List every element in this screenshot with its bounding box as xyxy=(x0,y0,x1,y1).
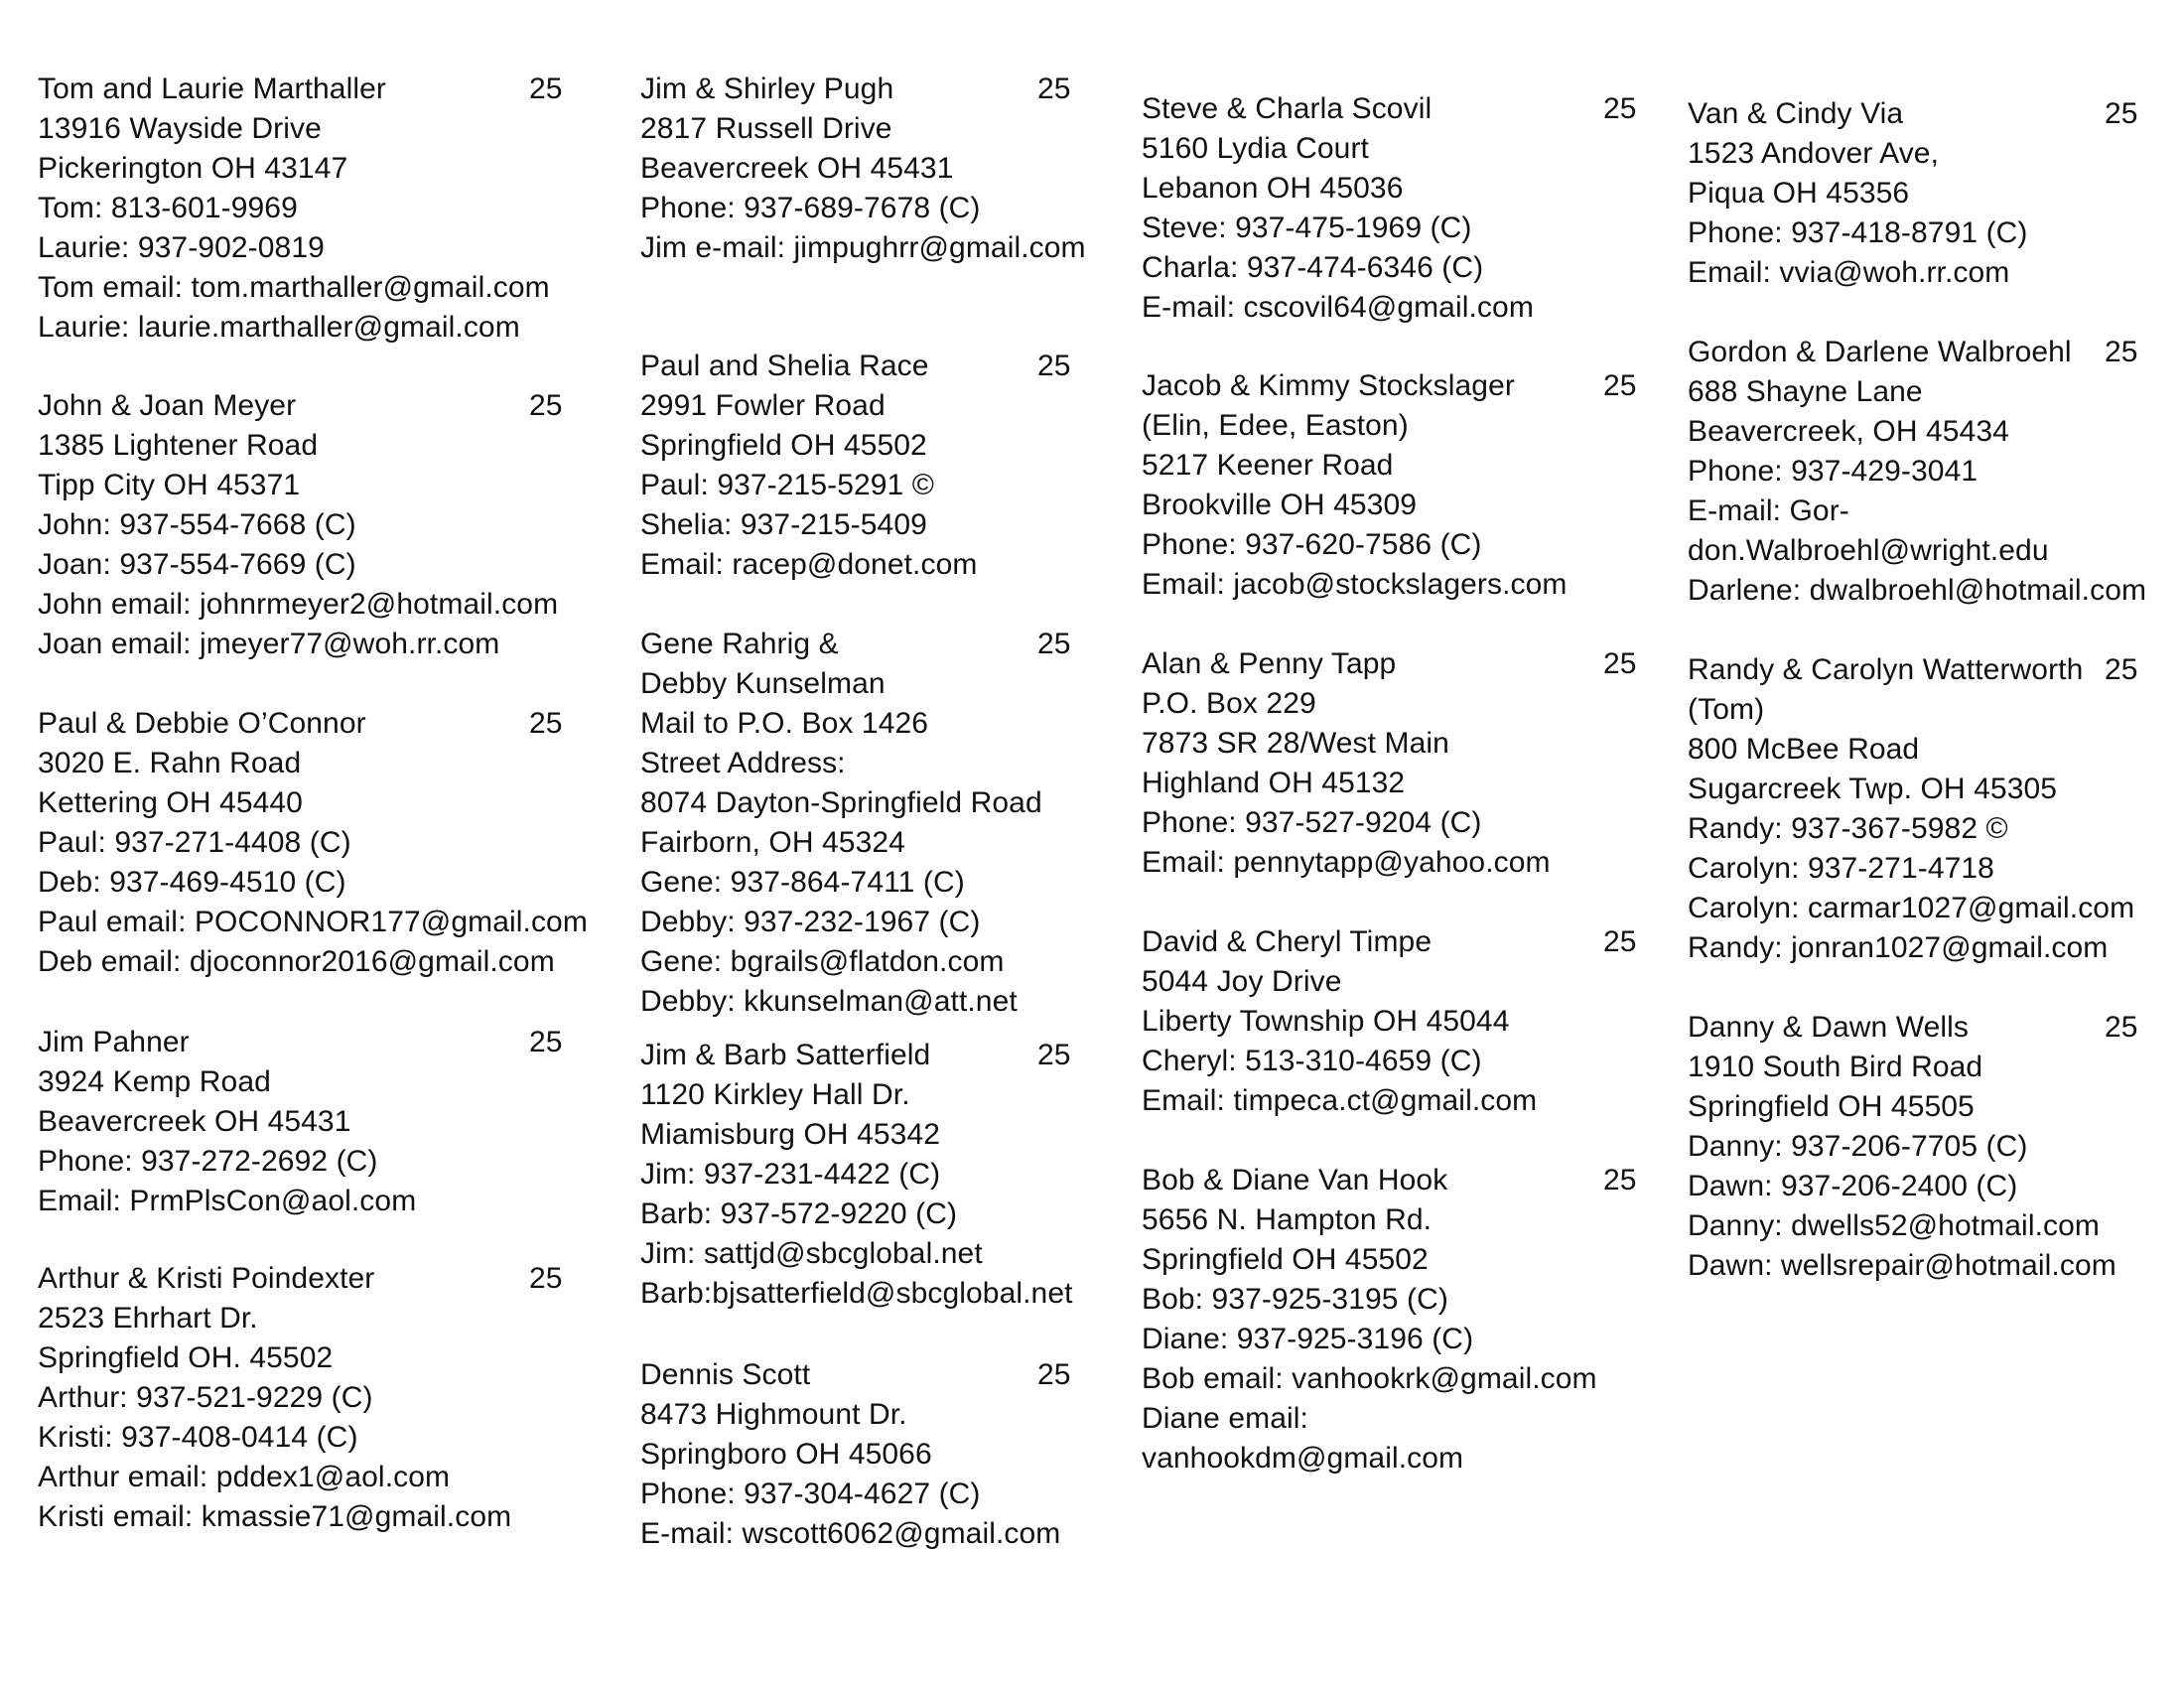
contact-detail-line: Debby: kkunselman@att.net xyxy=(640,985,1018,1018)
contact-detail-line: Email: pennytapp@yahoo.com xyxy=(1142,846,1551,879)
contact-detail-line: Danny: 937-206-7705 (C) xyxy=(1688,1130,2028,1163)
contact-detail-line: Joan email: jmeyer77@woh.rr.com xyxy=(38,628,500,660)
directory-entry xyxy=(1142,922,1637,1121)
contact-detail-line: Randy: 937-367-5982 © xyxy=(1688,812,2008,845)
directory-entry xyxy=(1688,650,2138,968)
contact-detail-line: Beavercreek, OH 45434 xyxy=(1688,415,2009,448)
contact-detail-line: Shelia: 937-215-5409 xyxy=(640,508,927,541)
contact-detail-line: 5656 N. Hampton Rd. xyxy=(1142,1203,1433,1236)
contact-detail-line: Bob email: vanhookrk@gmail.com xyxy=(1142,1362,1597,1395)
directory-entry xyxy=(38,704,588,982)
entry-header xyxy=(640,1036,1073,1075)
contact-detail-line: 1385 Lightener Road xyxy=(38,429,319,462)
member-number: 25 xyxy=(1037,1358,1071,1391)
contact-detail-line: 8473 Highmount Dr. xyxy=(640,1398,907,1431)
member-number: 25 xyxy=(1603,925,1637,958)
contact-detail-line: 7873 SR 28/West Main xyxy=(1142,727,1449,760)
contact-detail-line: Kristi email: kmassie71@gmail.com xyxy=(38,1500,512,1533)
directory-entry xyxy=(1142,644,1637,883)
member-number: 25 xyxy=(529,707,563,740)
contact-detail-line: Email: jacob@stockslagers.com xyxy=(1142,568,1568,601)
member-number: 25 xyxy=(1037,72,1071,105)
contact-detail-line: John email: johnrmeyer2@hotmail.com xyxy=(38,588,559,621)
member-number: 25 xyxy=(1603,1164,1637,1196)
member-name: Jim & Shirley Pugh xyxy=(640,72,894,105)
entry-header xyxy=(38,1023,563,1062)
contact-detail-line: Paul: 937-215-5291 © xyxy=(640,469,934,501)
entry-header xyxy=(640,347,1071,386)
directory-entry xyxy=(38,1023,563,1221)
contact-detail-line: Beavercreek OH 45431 xyxy=(38,1105,351,1138)
contact-detail-line: Liberty Township OH 45044 xyxy=(1142,1005,1510,1038)
entry-header xyxy=(640,625,1071,664)
contact-detail-line: 1120 Kirkley Hall Dr. xyxy=(640,1078,910,1111)
directory-entry xyxy=(640,1036,1073,1314)
member-name: Jacob & Kimmy Stockslager xyxy=(1142,369,1515,402)
contact-detail-line: Darlene: dwalbroehl@hotmail.com xyxy=(1688,574,2147,607)
contact-detail-line: (Tom) xyxy=(1688,693,1765,726)
directory-entry xyxy=(38,1259,563,1537)
member-number: 25 xyxy=(529,72,563,105)
entry-header xyxy=(1688,1008,2138,1048)
contact-detail-line: 800 McBee Road xyxy=(1688,733,1920,766)
contact-detail-line: Laurie: laurie.marthaller@gmail.com xyxy=(38,311,520,344)
contact-detail-line: Phone: 937-689-7678 (C) xyxy=(640,192,981,224)
contact-detail-line: Debby Kunselman xyxy=(640,667,886,700)
contact-detail-line: Barb: 937-572-9220 (C) xyxy=(640,1197,958,1230)
entry-header xyxy=(640,70,1086,109)
entry-header xyxy=(1142,366,1637,406)
entry-header xyxy=(1688,333,2146,372)
contact-detail-line: Joan: 937-554-7669 (C) xyxy=(38,548,356,581)
directory-entry xyxy=(1142,1161,1637,1478)
member-number: 25 xyxy=(529,389,563,422)
contact-detail-line: E-mail: cscovil64@gmail.com xyxy=(1142,291,1534,324)
entry-header xyxy=(640,1355,1071,1395)
directory-entry xyxy=(1142,89,1637,328)
directory-entry xyxy=(640,1355,1071,1554)
contact-detail-line: Email: racep@donet.com xyxy=(640,548,978,581)
contact-detail-line: Diane: 937-925-3196 (C) xyxy=(1142,1323,1474,1355)
contact-detail-line: Phone: 937-304-4627 (C) xyxy=(640,1477,981,1510)
directory-entry xyxy=(1688,94,2138,293)
contact-detail-line: Phone: 937-620-7586 (C) xyxy=(1142,528,1482,561)
member-name: Jim Pahner xyxy=(38,1026,190,1058)
contact-detail-line: Fairborn, OH 45324 xyxy=(640,826,905,859)
directory-entry xyxy=(640,625,1071,1022)
contact-detail-line: Deb email: djoconnor2016@gmail.com xyxy=(38,945,555,978)
contact-detail-line: P.O. Box 229 xyxy=(1142,687,1316,720)
contact-detail-line: Jim: sattjd@sbcglobal.net xyxy=(640,1237,983,1270)
member-number: 25 xyxy=(1603,92,1637,125)
contact-detail-line: Steve: 937-475-1969 (C) xyxy=(1142,211,1472,244)
contact-detail-line: Bob: 937-925-3195 (C) xyxy=(1142,1283,1448,1316)
contact-detail-line: E-mail: wscott6062@gmail.com xyxy=(640,1517,1061,1550)
contact-detail-line: 8074 Dayton-Springfield Road xyxy=(640,786,1042,819)
contact-detail-line: 5160 Lydia Court xyxy=(1142,132,1369,165)
contact-detail-line: Highland OH 45132 xyxy=(1142,767,1406,799)
contact-detail-line: Arthur email: pddex1@aol.com xyxy=(38,1461,451,1493)
entry-header xyxy=(38,1259,563,1299)
contact-detail-line: Tipp City OH 45371 xyxy=(38,469,301,501)
contact-detail-line: Springboro OH 45066 xyxy=(640,1438,932,1471)
directory-entry xyxy=(38,386,563,664)
contact-detail-line: Charla: 937-474-6346 (C) xyxy=(1142,251,1484,284)
member-number: 25 xyxy=(529,1262,563,1295)
contact-detail-line: Beavercreek OH 45431 xyxy=(640,152,954,185)
contact-detail-line: Barb:bjsatterfield@sbcglobal.net xyxy=(640,1277,1073,1310)
contact-detail-line: Lebanon OH 45036 xyxy=(1142,172,1404,205)
contact-detail-line: Street Address: xyxy=(640,747,846,779)
member-name: Bob & Diane Van Hook xyxy=(1142,1164,1448,1196)
contact-detail-line: Dawn: 937-206-2400 (C) xyxy=(1688,1170,2018,1202)
contact-detail-line: 1523 Andover Ave, xyxy=(1688,137,1940,170)
member-name: Arthur & Kristi Poindexter xyxy=(38,1262,375,1295)
entry-header xyxy=(1142,1161,1637,1200)
member-name: Jim & Barb Satterfield xyxy=(640,1039,931,1071)
contact-detail-line: Paul email: POCONNOR177@gmail.com xyxy=(38,906,588,938)
entry-header xyxy=(1688,650,2138,690)
contact-detail-line: Miamisburg OH 45342 xyxy=(640,1118,941,1151)
member-number: 25 xyxy=(2105,97,2138,130)
member-name: Dennis Scott xyxy=(640,1358,811,1391)
entry-header xyxy=(1142,922,1637,962)
contact-detail-line: 5217 Keener Road xyxy=(1142,449,1394,482)
contact-detail-line: Paul: 937-271-4408 (C) xyxy=(38,826,351,859)
contact-detail-line: Springfield OH. 45502 xyxy=(38,1341,334,1374)
contact-detail-line: Pickerington OH 43147 xyxy=(38,152,348,185)
directory-entry xyxy=(640,70,1086,268)
contact-detail-line: (Elin, Edee, Easton) xyxy=(1142,409,1409,442)
contact-detail-line: Cheryl: 513-310-4659 (C) xyxy=(1142,1045,1482,1077)
entry-header xyxy=(1688,94,2138,134)
entry-header xyxy=(38,704,588,744)
entry-header xyxy=(38,386,563,426)
contact-detail-line: 13916 Wayside Drive xyxy=(38,112,322,145)
contact-detail-line: Carolyn: 937-271-4718 xyxy=(1688,852,1994,885)
contact-detail-line: 1910 South Bird Road xyxy=(1688,1051,1983,1083)
member-name: Paul and Shelia Race xyxy=(640,350,929,382)
member-name: Van & Cindy Via xyxy=(1688,97,1904,130)
contact-detail-line: 3924 Kemp Road xyxy=(38,1065,271,1098)
member-number: 25 xyxy=(2105,336,2138,368)
contact-detail-line: Springfield OH 45502 xyxy=(1142,1243,1429,1276)
contact-detail-line: Jim: 937-231-4422 (C) xyxy=(640,1158,941,1191)
contact-detail-line: Email: PrmPlsCon@aol.com xyxy=(38,1185,417,1217)
contact-detail-line: Kristi: 937-408-0414 (C) xyxy=(38,1421,358,1454)
contact-detail-line: Diane email: xyxy=(1142,1402,1308,1435)
contact-detail-line: Kettering OH 45440 xyxy=(38,786,303,819)
contact-detail-line: Brookville OH 45309 xyxy=(1142,489,1418,521)
contact-detail-line: Email: timpeca.ct@gmail.com xyxy=(1142,1084,1538,1117)
contact-detail-line: Springfield OH 45505 xyxy=(1688,1090,1975,1123)
member-number: 25 xyxy=(1603,369,1637,402)
contact-detail-line: Gene: 937-864-7411 (C) xyxy=(640,866,965,899)
member-name: Randy & Carolyn Watterworth xyxy=(1688,653,2084,686)
contact-detail-line: Randy: jonran1027@gmail.com xyxy=(1688,931,2109,964)
directory-entry xyxy=(1142,366,1637,605)
contact-detail-line: John: 937-554-7668 (C) xyxy=(38,508,356,541)
member-name: Paul & Debbie O’Connor xyxy=(38,707,366,740)
member-number: 25 xyxy=(1603,647,1637,680)
member-name: Tom and Laurie Marthaller xyxy=(38,72,387,105)
contact-detail-line: 5044 Joy Drive xyxy=(1142,965,1342,998)
member-name: Gene Rahrig & xyxy=(640,628,839,660)
member-name: John & Joan Meyer xyxy=(38,389,297,422)
contact-detail-line: Debby: 937-232-1967 (C) xyxy=(640,906,981,938)
contact-detail-line: Phone: 937-418-8791 (C) xyxy=(1688,216,2028,249)
member-name: Steve & Charla Scovil xyxy=(1142,92,1433,125)
entry-header xyxy=(38,70,563,109)
entry-header xyxy=(1142,89,1637,129)
contact-detail-line: Springfield OH 45502 xyxy=(640,429,927,462)
contact-detail-line: Phone: 937-429-3041 xyxy=(1688,455,1979,488)
member-name: Alan & Penny Tapp xyxy=(1142,647,1397,680)
contact-detail-line: Phone: 937-527-9204 (C) xyxy=(1142,806,1482,839)
directory-entry xyxy=(1688,333,2146,611)
contact-detail-line: Tom: 813-601-9969 xyxy=(38,192,298,224)
contact-detail-line: Jim e-mail: jimpughrr@gmail.com xyxy=(640,231,1086,264)
contact-detail-line: Tom email: tom.marthaller@gmail.com xyxy=(38,271,550,304)
member-number: 25 xyxy=(1037,628,1071,660)
contact-detail-line: Deb: 937-469-4510 (C) xyxy=(38,866,346,899)
member-name: Gordon & Darlene Walbroehl xyxy=(1688,336,2072,368)
contact-detail-line: Phone: 937-272-2692 (C) xyxy=(38,1145,378,1178)
contact-detail-line: Piqua OH 45356 xyxy=(1688,177,1910,210)
contact-detail-line: Danny: dwells52@hotmail.com xyxy=(1688,1209,2100,1242)
member-name: David & Cheryl Timpe xyxy=(1142,925,1433,958)
directory-entry xyxy=(1688,1008,2138,1286)
member-name: Danny & Dawn Wells xyxy=(1688,1011,1970,1044)
contact-detail-line: Gene: bgrails@flatdon.com xyxy=(640,945,1005,978)
member-number: 25 xyxy=(2105,653,2138,686)
contact-detail-line: Email: vvia@woh.rr.com xyxy=(1688,256,2010,289)
contact-detail-line: Laurie: 937-902-0819 xyxy=(38,231,325,264)
contact-detail-line: 2523 Ehrhart Dr. xyxy=(38,1302,258,1335)
contact-detail-line: 2817 Russell Drive xyxy=(640,112,892,145)
contact-detail-line: don.Walbroehl@wright.edu xyxy=(1688,534,2049,567)
contact-detail-line: 2991 Fowler Road xyxy=(640,389,886,422)
contact-detail-line: E-mail: Gor- xyxy=(1688,494,1849,527)
member-number: 25 xyxy=(1037,1039,1071,1071)
member-number: 25 xyxy=(529,1026,563,1058)
contact-detail-line: Dawn: wellsrepair@hotmail.com xyxy=(1688,1249,2116,1282)
member-number: 25 xyxy=(1037,350,1071,382)
contact-detail-line: Sugarcreek Twp. OH 45305 xyxy=(1688,773,2058,805)
directory-entry xyxy=(38,70,563,348)
contact-detail-line: vanhookdm@gmail.com xyxy=(1142,1442,1464,1475)
contact-detail-line: 3020 E. Rahn Road xyxy=(38,747,302,779)
contact-detail-line: Mail to P.O. Box 1426 xyxy=(640,707,929,740)
contact-detail-line: Carolyn: carmar1027@gmail.com xyxy=(1688,892,2135,924)
contact-detail-line: Arthur: 937-521-9229 (C) xyxy=(38,1381,373,1414)
directory-entry xyxy=(640,347,1071,585)
entry-header xyxy=(1142,644,1637,684)
contact-detail-line: 688 Shayne Lane xyxy=(1688,375,1923,408)
member-number: 25 xyxy=(2105,1011,2138,1044)
